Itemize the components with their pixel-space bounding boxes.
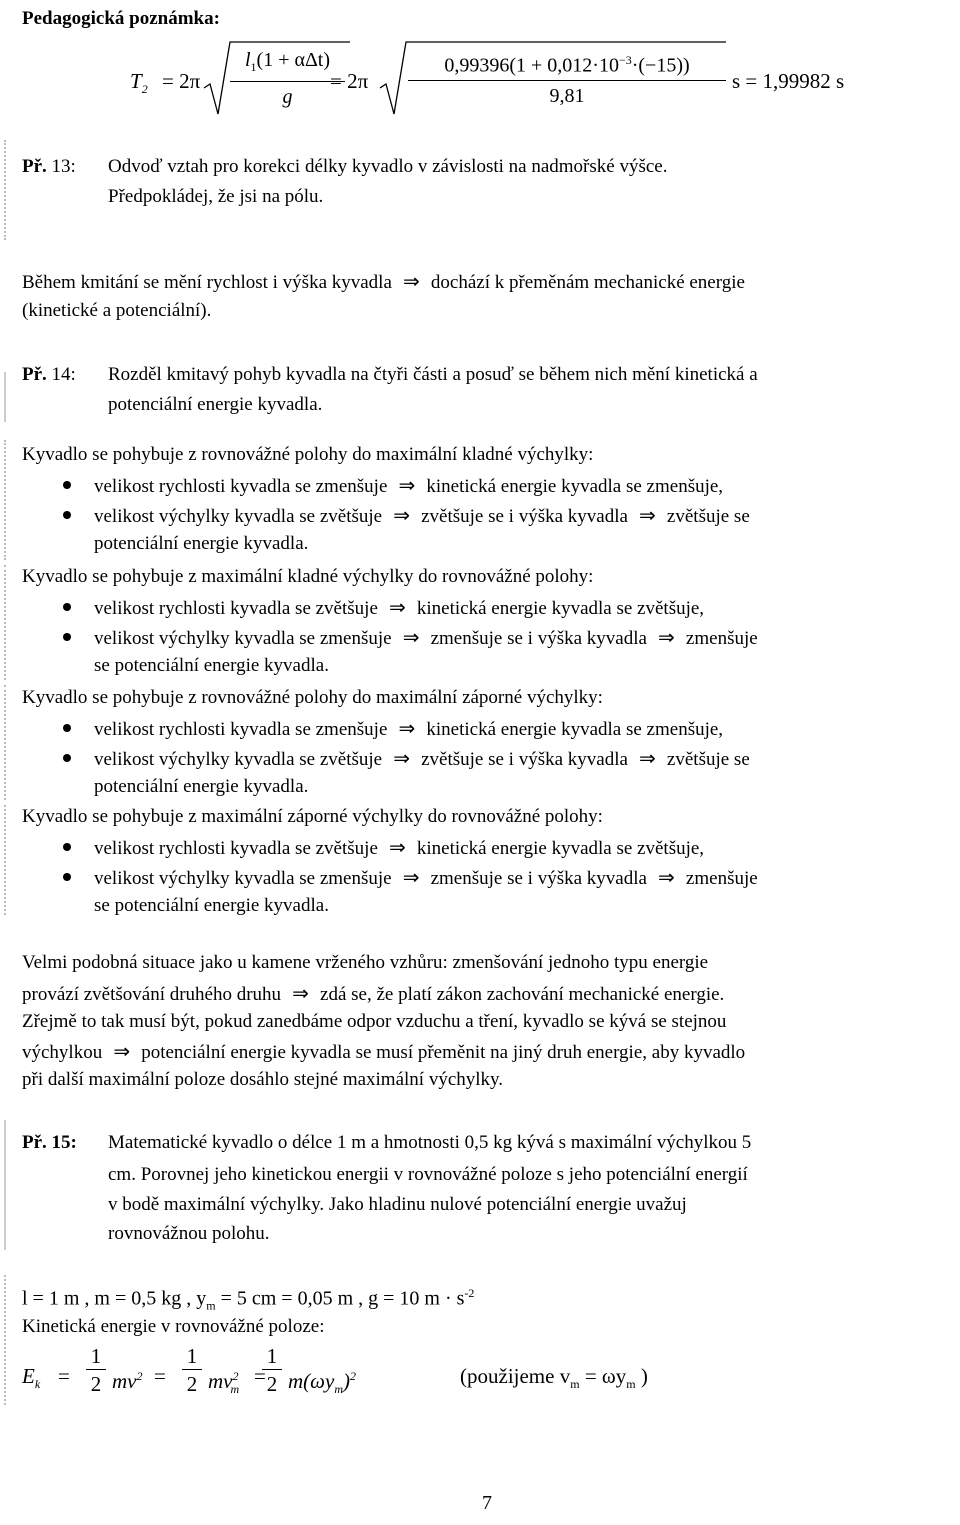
formula-result: s = 1,99982 s — [732, 69, 845, 93]
bullet-item: velikost výchylky kyvadla se zvětšuje ⇒ zvětšuje se i výška kyvadla ⇒ zvětšuje se — [94, 746, 750, 770]
formula-eq: = 2π — [162, 69, 201, 93]
implies-icon: ⇒ — [285, 981, 316, 1005]
bullet-icon — [63, 633, 71, 641]
implies-icon: ⇒ — [396, 625, 426, 649]
bullet-icon — [63, 603, 71, 611]
bullet-icon — [63, 873, 71, 881]
bullet-item: velikost výchylky kyvadla se zvětšuje ⇒ zvětšuje se i výška kyvadla ⇒ zvětšuje se — [94, 503, 750, 527]
fraction-1: $l_1(1 + \alpha\Delta t)$ g — [230, 46, 345, 112]
implies-icon: ⇒ — [632, 746, 663, 770]
bullet-item-cont: se potenciální energie kyvadla. — [94, 655, 329, 676]
implies-icon: ⇒ — [386, 503, 417, 527]
kinetic-energy-label: Kinetická energie v rovnovážné poloze: — [22, 1316, 325, 1337]
paragraph-energy: Během kmitání se mění rychlost i výška kyvadla ⇒ dochází k přeměnám mechanické energie — [22, 269, 745, 293]
margin-marker — [4, 1275, 6, 1405]
paragraph-conclusion: výchylkou ⇒ potenciální energie kyvadla se musí přeměnit na jiný druh energie, aby kyvadlo — [22, 1039, 746, 1063]
implies-icon: ⇒ — [392, 716, 422, 740]
implies-icon: ⇒ — [386, 746, 417, 770]
example-13-label: Př. 13: — [22, 156, 76, 177]
bullet-icon — [63, 511, 71, 519]
bullet-item: velikost rychlosti kyvadla se zvětšuje ⇒ kinetická energie kyvadla se zvětšuje, — [94, 835, 705, 859]
implies-icon: ⇒ — [382, 835, 413, 859]
bullet-item-cont: se potenciální energie kyvadla. — [94, 895, 329, 916]
fraction-2: $0,99396(1 + 0,012\cdot 10^{-3}\cdot(-15))$ 9,81 — [408, 46, 726, 111]
page-number: 7 — [482, 1492, 492, 1514]
example-15-text: Matematické kyvadlo o délce 1 m a hmotnosti 0,5 kg kývá s maximální výchylkou 5 — [108, 1132, 752, 1153]
paragraph-conclusion: Velmi podobná situace jako u kamene vrženého vzhůru: zmenšování jednoho typu energie — [22, 952, 709, 973]
example-15-text: v bodě maximální výchylky. Jako hladinu nulové potenciální energie uvažuj — [108, 1194, 687, 1215]
bullet-icon — [63, 843, 71, 851]
formula-lhs: $T_2$ — [130, 69, 148, 97]
bullet-item: velikost rychlosti kyvadla se zvětšuje ⇒ kinetická energie kyvadla se zvětšuje, — [94, 595, 705, 619]
phase-title: Kyvadlo se pohybuje z rovnovážné polohy do maximální záporné výchylky: — [22, 687, 603, 708]
margin-marker — [4, 440, 6, 560]
bullet-icon — [63, 724, 71, 732]
margin-marker — [4, 372, 6, 422]
example-13-text: Odvoď vztah pro korekci délky kyvadlo v závislosti na nadmořské výšce. — [108, 156, 668, 177]
bullet-icon — [63, 481, 71, 489]
margin-marker — [4, 565, 6, 680]
bullet-item-cont: potenciální energie kyvadla. — [94, 776, 309, 797]
phase-title: Kyvadlo se pohybuje z rovnovážné polohy do maximální kladné výchylky: — [22, 444, 594, 465]
margin-marker — [4, 1120, 6, 1250]
margin-marker — [4, 805, 6, 915]
bullet-item: velikost výchylky kyvadla se zmenšuje ⇒ zmenšuje se i výška kyvadla ⇒ zmenšuje — [94, 865, 758, 889]
paragraph-conclusion: Zřejmě to tak musí být, pokud zanedbáme odpor vzduchu a tření, kyvadlo se kývá se stejnou — [22, 1011, 727, 1032]
bullet-item: velikost rychlosti kyvadla se zmenšuje ⇒ kinetická energie kyvadla se zmenšuje, — [94, 473, 724, 497]
fraction: 1 2 — [86, 1343, 106, 1398]
example-15-text: rovnovážnou polohu. — [108, 1223, 270, 1244]
example-14-label: Př. 14: — [22, 364, 76, 385]
formula-eq: = 2π — [330, 69, 369, 93]
bullet-item: velikost rychlosti kyvadla se zmenšuje ⇒ kinetická energie kyvadla se zmenšuje, — [94, 716, 724, 740]
bullet-item: velikost výchylky kyvadla se zmenšuje ⇒ zmenšuje se i výška kyvadla ⇒ zmenšuje — [94, 625, 758, 649]
paragraph-energy: (kinetické a potenciální). — [22, 300, 212, 321]
phase-title: Kyvadlo se pohybuje z maximální záporné výchylky do rovnovážné polohy: — [22, 806, 603, 827]
fraction: 1 2 — [262, 1343, 282, 1398]
example-14-text: potenciální energie kyvadla. — [108, 394, 323, 415]
implies-icon: ⇒ — [106, 1039, 137, 1063]
formula-period — [130, 40, 890, 120]
phase-title: Kyvadlo se pohybuje z maximální kladné výchylky do rovnovážné polohy: — [22, 566, 594, 587]
margin-marker — [4, 140, 6, 240]
implies-icon: ⇒ — [392, 473, 422, 497]
paragraph-conclusion: provází zvětšování druhého druhu ⇒ zdá se, že platí zákon zachování mechanické energie. — [22, 981, 725, 1005]
implies-icon: ⇒ — [632, 503, 663, 527]
implies-icon: ⇒ — [651, 625, 682, 649]
implies-icon: ⇒ — [396, 865, 426, 889]
example-15-text: cm. Porovnej jeho kinetickou energii v rovnovážné poloze s jeho potenciální energií — [108, 1164, 748, 1185]
bullet-item-cont: potenciální energie kyvadla. — [94, 533, 309, 554]
page-heading: Pedagogická poznámka: — [22, 8, 220, 29]
paragraph-conclusion: při další maximální poloze dosáhlo stejné maximální výchylky. — [22, 1069, 504, 1090]
bullet-icon — [63, 754, 71, 762]
margin-marker — [4, 685, 6, 800]
implies-icon: ⇒ — [396, 269, 427, 293]
formula-kinetic-energy: $E_k$ = 1 2 $mv^2$ = 1 2 $mv^2_m$ = 1 2 $m(\omega y_m)^2$ (použijeme $v_m = \omega y_m$ ) — [22, 1344, 648, 1397]
example-13-text: Předpokládej, že jsi na pólu. — [108, 186, 324, 207]
implies-icon: ⇒ — [382, 595, 413, 619]
implies-icon: ⇒ — [651, 865, 682, 889]
given-values: l = 1 m , m = 0,5 kg , $y_m = 5$ cm = 0,05 m , g = 10 $m \cdot s^{-2}$ — [22, 1286, 475, 1313]
example-15-label: Př. 15: — [22, 1132, 77, 1153]
example-14-text: Rozděl kmitavý pohyb kyvadla na čtyři části a posuď se během nich mění kinetická a — [108, 364, 758, 385]
fraction: 1 2 — [182, 1343, 202, 1398]
